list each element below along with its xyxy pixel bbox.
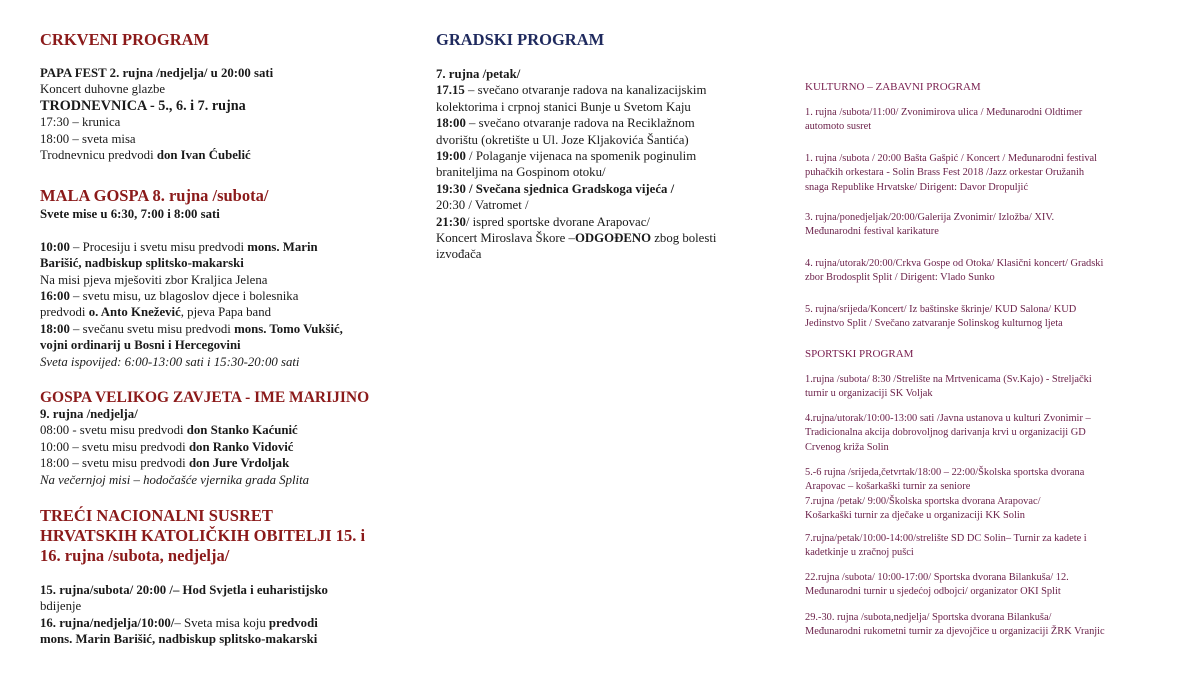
entry-line: 5.-6 rujna /srijeda,četvrtak/18:00 – 22:00/Školska sportska dvorana xyxy=(805,467,1085,478)
text-segment: 10:00 xyxy=(40,239,70,254)
program-entry xyxy=(805,303,1076,332)
text-segment: 17:30 – krunica xyxy=(40,115,121,130)
text-segment: 19:00 xyxy=(436,149,466,164)
entry-line: 4. rujna/utorak/20:00/Crkva Gospe od Otoka/ Klasični koncert/ Gradski xyxy=(805,258,1104,269)
text-line xyxy=(40,337,343,353)
mala-gospa-block xyxy=(40,206,343,370)
text-line xyxy=(40,615,328,631)
text-line xyxy=(40,406,309,422)
text-segment: Barišić, nadbiskup splitsko-makarski xyxy=(40,256,244,271)
text-segment: 9. rujna /nedjelja/ xyxy=(40,407,138,421)
text-segment: Na večernjoj misi – hodočašće vjernika grada Splita xyxy=(40,472,310,487)
text-segment: mons. Marin xyxy=(247,239,318,254)
text-line xyxy=(40,239,343,255)
text-line xyxy=(436,246,716,262)
text-segment: dvorištu (okretište u Ul. Joze Kljakovića Šantića) xyxy=(436,132,689,147)
text-segment: kolektorima i crpnoj stanici Bunje u Svetom Kaju xyxy=(436,99,691,114)
text-segment: Koncert Miroslava Škore – xyxy=(436,231,575,246)
text-segment: – Sveta misa koju xyxy=(174,615,269,630)
heading-treci-susret-3: 16. rujna /subota, nedjelja/ xyxy=(40,546,230,565)
text-line xyxy=(436,164,716,180)
text-line xyxy=(40,131,273,147)
text-line xyxy=(40,472,309,488)
text-line xyxy=(40,304,343,320)
entry-line: puhačkih orkestara - Solin Brass Fest 2018 /Jazz orkestar Oružanih xyxy=(805,167,1085,179)
entry-line: 5. rujna/srijeda/Koncert/ Iz baštinske škrinje/ KUD Salona/ KUD xyxy=(805,304,1077,315)
text-segment: mons. Marin Barišić, nadbiskup splitsko-makarski xyxy=(40,632,318,647)
text-segment: – svečano otvaranje radova na Reciklažnom xyxy=(465,116,695,131)
text-line xyxy=(40,354,343,370)
text-segment: – svečano otvaranje radova na kanalizacijskim xyxy=(464,83,707,98)
text-segment: 08:00 - svetu misu predvodi xyxy=(40,423,187,438)
text-line xyxy=(40,255,343,271)
text-segment: 18:00 – svetu misu predvodi xyxy=(40,456,189,471)
entry-line: 4.rujna/utorak/10:00-13:00 sati /Javna ustanova u kulturi Zvonimir – xyxy=(805,413,1091,424)
program-entry xyxy=(805,412,1091,455)
text-line xyxy=(40,81,273,97)
text-segment: don Stanko Kaćunić xyxy=(186,423,298,438)
text-segment: 21:30 xyxy=(436,214,466,229)
text-segment: bdijenje xyxy=(40,599,82,614)
text-segment: 15. rujna/subota/ 20:00 /– Hod Svjetla i euharistijsko xyxy=(40,583,328,597)
text-line xyxy=(436,132,716,148)
entry-line: 3. rujna/ponedjeljak/20:00/Galerija Zvonimir/ Izložba/ XIV. xyxy=(805,212,1055,223)
entry-line: kadetkinje u zračnoj pušci xyxy=(805,547,914,559)
program-entry xyxy=(805,611,1105,640)
text-line xyxy=(40,631,328,647)
entry-line: 7.rujna/petak/10:00-14:00/strelište SD DC Solin– Turnir za kadete i xyxy=(805,533,1087,544)
entry-line: Jedinstvo Split / Svečano zatvaranje Solinskog kulturnog ljeta xyxy=(805,318,1063,330)
text-line xyxy=(40,114,273,130)
text-segment: don Jure Vrdoljak xyxy=(188,456,290,471)
entry-line: Međunarodni rukometni turnir za djevojčice u organizaciji ŽRK Vranjic xyxy=(805,626,1105,638)
entry-line: turnir u organizaciji SK Voljak xyxy=(805,388,933,400)
text-segment: ODGOĐENO xyxy=(574,231,652,246)
entry-line: Tradicionalna akcija dobrovoljnog darivanja krvi u organizaciji GD xyxy=(805,427,1086,439)
text-line xyxy=(40,272,343,288)
text-line xyxy=(40,582,328,598)
text-line xyxy=(436,181,716,197)
program-entry xyxy=(805,571,1069,600)
text-segment: don Ranko Vidović xyxy=(188,439,294,454)
text-line xyxy=(40,455,309,471)
text-line xyxy=(436,66,716,82)
text-segment: vojni ordinarij u Bosni i Hercegovini xyxy=(40,338,241,353)
heading-treci-susret-1: TREĆI NACIONALNI SUSRET xyxy=(40,506,273,525)
text-segment: PAPA FEST 2. rujna /nedjelja/ u 20:00 sati xyxy=(40,66,274,80)
heading-gospa-velikog-zavjeta: GOSPA VELIKOG ZAVJETA - IME MARIJINO xyxy=(40,389,370,406)
entry-line: 1. rujna /subota / 20:00 Bašta Gašpić / Koncert / Međunarodni festival xyxy=(805,153,1098,164)
heading-crkveni-program: CRKVENI PROGRAM xyxy=(40,30,210,49)
text-segment: – svečanu svetu misu predvodi xyxy=(69,321,235,336)
text-line xyxy=(40,65,273,81)
text-segment: o. Anto Knežević xyxy=(88,305,181,320)
program-entry xyxy=(805,373,1092,402)
text-line xyxy=(436,115,716,131)
text-line xyxy=(436,214,716,230)
entry-line: Crvenog križa Solin xyxy=(805,441,889,453)
entry-line: Međunarodni turnir u sjedećoj odbojci/ organizator OKI Split xyxy=(805,586,1061,598)
heading-sportski-program: SPORTSKI PROGRAM xyxy=(805,348,914,360)
gradski-program-block xyxy=(436,66,716,263)
text-segment: , pjeva Papa band xyxy=(180,305,272,320)
text-segment: 19:30 / Svečana sjednica Gradskoga vijeća / xyxy=(436,181,675,196)
entry-line: zbor Brodosplit Split / Dirigent: Vlado Sunko xyxy=(805,272,995,284)
entry-line: 1. rujna /subota/11:00/ Zvonimirova ulica / Međunarodni Oldtimer xyxy=(805,107,1083,118)
text-segment: 18:00 – sveta misa xyxy=(40,131,136,146)
entry-line: Međunarodni festival karikature xyxy=(805,226,939,238)
text-segment: 18:00 xyxy=(436,116,466,131)
text-line xyxy=(436,82,716,98)
text-line xyxy=(40,98,273,114)
text-line xyxy=(40,439,309,455)
text-line xyxy=(436,197,716,213)
program-entry xyxy=(805,211,1054,240)
text-segment: Koncert duhovne glazbe xyxy=(40,82,166,97)
text-segment: / Polaganje vijenaca na spomenik poginulim xyxy=(465,149,697,164)
text-segment: Na misi pjeva mješoviti zbor Kraljica Jelena xyxy=(40,272,268,287)
text-line xyxy=(436,99,716,115)
text-segment: 20:30 / Vatromet / xyxy=(436,198,529,213)
entry-line: Košarkaški turnir za dječake u organizaciji KK Solin xyxy=(805,510,1025,522)
program-entry xyxy=(805,257,1103,286)
text-segment: Sveta ispovijed: 6:00-13:00 sati i 15:30-20:00 sati xyxy=(40,354,300,369)
text-segment: 16. rujna/nedjelja/10:00/ xyxy=(40,615,175,630)
text-line xyxy=(436,230,716,246)
entry-line: automoto susret xyxy=(805,121,872,133)
heading-treci-susret-2: HRVATSKIH KATOLIČKIH OBITELJI 15. i xyxy=(40,526,366,545)
text-line xyxy=(40,288,343,304)
text-segment: Trodnevnicu predvodi xyxy=(40,148,157,163)
text-segment: – svetu misu, uz blagoslov djece i bolesnika xyxy=(69,289,299,304)
text-segment: 16:00 xyxy=(40,289,70,304)
heading-mala-gospa: MALA GOSPA 8. rujna /subota/ xyxy=(40,186,269,205)
text-segment: 10:00 – svetu misu predvodi xyxy=(40,439,189,454)
program-entry xyxy=(805,106,1082,135)
program-entry xyxy=(805,532,1087,561)
entry-line: 7.rujna /petak/ 9:00/Školska sportska dvorana Arapovac/ xyxy=(805,495,1041,507)
treci-susret-block xyxy=(40,582,328,648)
text-segment: mons. Tomo Vukšić, xyxy=(234,321,343,336)
text-line xyxy=(40,222,343,238)
heading-kulturno-zabavni: KULTURNO – ZABAVNI PROGRAM xyxy=(805,81,981,93)
text-segment: zbog bolesti xyxy=(651,231,717,246)
gospa-velikog-block xyxy=(40,406,309,488)
text-segment: 18:00 xyxy=(40,321,70,336)
entry-line: 29.-30. rujna /subota,nedjelja/ Sportska dvorana Bilankuša/ xyxy=(805,612,1052,623)
text-segment: predvodi xyxy=(40,305,89,320)
text-segment: – Procesiju i svetu misu predvodi xyxy=(69,239,248,254)
text-line xyxy=(40,147,273,163)
text-line xyxy=(436,148,716,164)
text-line xyxy=(40,206,343,222)
entry-line: snaga Republike Hrvatske/ Dirigent: Davor Dropuljić xyxy=(805,181,1029,193)
entry-line: 1.rujna /subota/ 8:30 /Strelište na Mrtvenicama (Sv.Kajo) - Streljački xyxy=(805,374,1092,385)
text-line xyxy=(40,598,328,614)
text-line xyxy=(40,321,343,337)
text-line xyxy=(40,422,309,438)
program-entry xyxy=(805,466,1084,524)
text-segment: TRODNEVNICA - 5., 6. i 7. rujna xyxy=(40,97,246,114)
papa-fest-block xyxy=(40,65,273,163)
entry-line: 22.rujna /subota/ 10:00-17:00/ Sportska dvorana Bilankuša/ 12. xyxy=(805,572,1069,583)
text-segment: 7. rujna /petak/ xyxy=(436,67,521,81)
text-segment: 17.15 xyxy=(436,83,465,98)
text-segment: don Ivan Ćubelić xyxy=(156,148,251,163)
program-entry xyxy=(805,152,1097,195)
text-segment: / ispred sportske dvorane Arapovac/ xyxy=(465,214,650,229)
text-segment: predvodi xyxy=(268,615,318,630)
text-segment: braniteljima na Gospinom otoku/ xyxy=(436,165,606,180)
text-segment: Svete mise u 6:30, 7:00 i 8:00 sati xyxy=(40,207,220,221)
entry-line: Arapovac – košarkaški turnir za seniore xyxy=(805,481,971,493)
text-segment: izvođača xyxy=(436,247,482,262)
heading-gradski-program: GRADSKI PROGRAM xyxy=(436,30,605,49)
